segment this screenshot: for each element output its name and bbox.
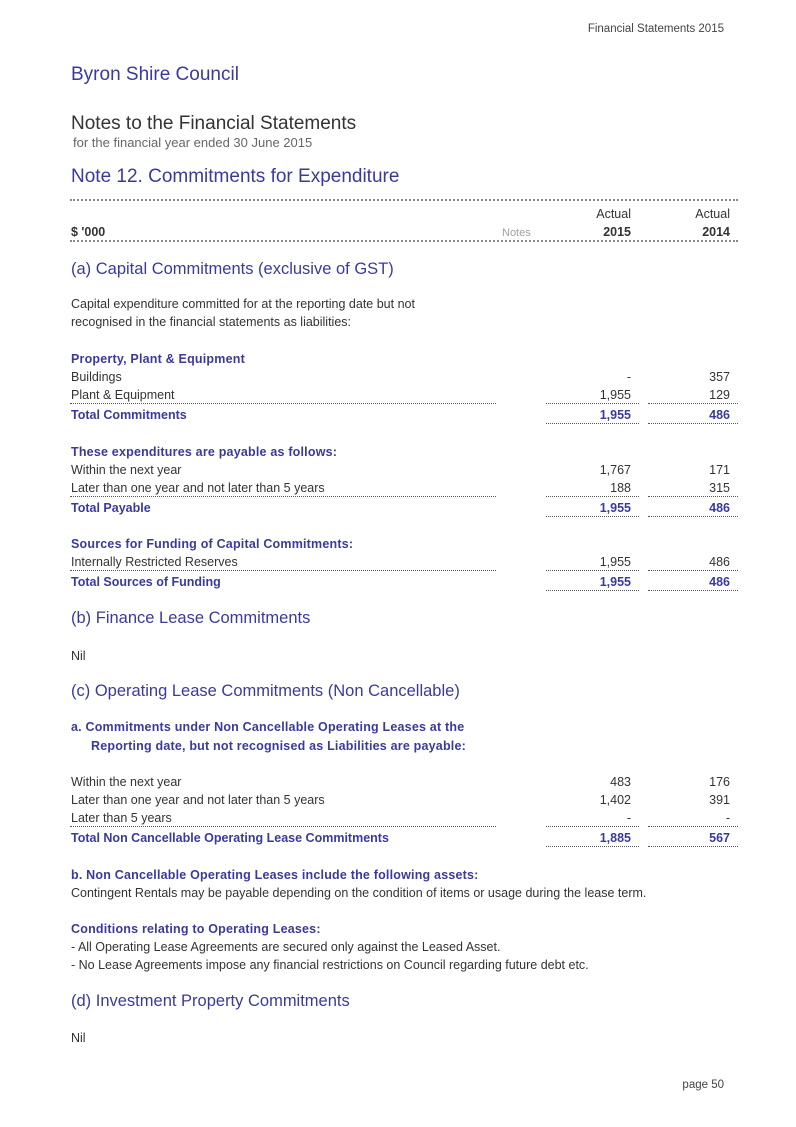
- header-rule-top: [70, 199, 738, 201]
- row-label: Later than one year and not later than 5 years: [71, 793, 325, 807]
- section-a-intro-1: Capital expenditure committed for at the reporting date but not: [71, 297, 415, 311]
- row-value-2014: 176: [709, 775, 730, 789]
- row-label: Internally Restricted Reserves: [71, 555, 238, 569]
- total-value-2015: 1,885: [599, 831, 631, 845]
- total-underline: [546, 423, 639, 424]
- payable-heading: These expenditures are payable as follows:: [71, 445, 338, 459]
- row-value-2015: 1,767: [599, 463, 631, 477]
- col-b-year: 2014: [702, 225, 730, 239]
- section-b-title: (b) Finance Lease Commitments: [71, 609, 311, 627]
- col-a-top: Actual: [596, 207, 631, 221]
- row-underline: [648, 826, 738, 827]
- row-underline: [546, 570, 639, 571]
- row-value-2014: 315: [709, 481, 730, 495]
- total-underline: [648, 590, 738, 591]
- condition-item: - No Lease Agreements impose any financial restrictions on Council regarding future debt etc.: [71, 958, 589, 972]
- row-label: Within the next year: [71, 463, 182, 477]
- row-value-2014: 391: [709, 793, 730, 807]
- row-underline: [546, 496, 639, 497]
- row-underline: [648, 570, 738, 571]
- total-underline: [648, 516, 738, 517]
- row-value-2015: 483: [610, 775, 631, 789]
- row-underline: [648, 496, 738, 497]
- row-value-2015: -: [626, 370, 631, 384]
- row-underline: [70, 496, 496, 497]
- total-label: Total Payable: [71, 501, 151, 515]
- section-c-a-heading-2: Reporting date, but not recognised as Liabilities are payable:: [91, 739, 466, 753]
- note-title: Note 12. Commitments for Expenditure: [71, 166, 400, 187]
- currency-label: $ '000: [71, 225, 106, 239]
- total-underline: [648, 846, 738, 847]
- total-value-2014: 567: [709, 831, 730, 845]
- row-underline: [70, 826, 496, 827]
- section-c-b-heading: b. Non Cancellable Operating Leases include the following assets:: [71, 868, 479, 882]
- conditions-heading: Conditions relating to Operating Leases:: [71, 922, 321, 936]
- row-value-2014: 486: [709, 555, 730, 569]
- total-underline: [546, 516, 639, 517]
- total-value-2014: 486: [709, 408, 730, 422]
- funding-heading: Sources for Funding of Capital Commitments:: [71, 537, 354, 551]
- section-d-text: Nil: [71, 1031, 86, 1045]
- section-c-title: (c) Operating Lease Commitments (Non Cancellable): [71, 682, 460, 700]
- section-c-b-text: Contingent Rentals may be payable depending on the condition of items or usage during the lease term.: [71, 886, 647, 900]
- row-value-2015: 1,955: [599, 555, 631, 569]
- row-underline: [546, 403, 639, 404]
- row-value-2014: 129: [709, 388, 730, 402]
- council-name: Byron Shire Council: [71, 64, 239, 85]
- total-label: Total Non Cancellable Operating Lease Commitments: [71, 831, 389, 845]
- col-b-top: Actual: [695, 207, 730, 221]
- total-value-2015: 1,955: [599, 575, 631, 589]
- section-a-title: (a) Capital Commitments (exclusive of GST): [71, 260, 394, 278]
- total-underline: [648, 423, 738, 424]
- total-value-2014: 486: [709, 501, 730, 515]
- row-value-2015: -: [626, 811, 631, 825]
- row-value-2014: -: [725, 811, 730, 825]
- total-value-2015: 1,955: [599, 408, 631, 422]
- row-label: Plant & Equipment: [71, 388, 175, 402]
- total-value-2015: 1,955: [599, 501, 631, 515]
- condition-item: - All Operating Lease Agreements are secured only against the Leased Asset.: [71, 940, 501, 954]
- ppe-heading: Property, Plant & Equipment: [71, 352, 245, 366]
- row-value-2014: 357: [709, 370, 730, 384]
- row-value-2014: 171: [709, 463, 730, 477]
- total-label: Total Sources of Funding: [71, 575, 221, 589]
- section-a-intro-2: recognised in the financial statements as liabilities:: [71, 315, 352, 329]
- page-number: page 50: [682, 1079, 724, 1091]
- col-a-year: 2015: [603, 225, 631, 239]
- notes-column-label: Notes: [502, 227, 531, 239]
- total-underline: [546, 590, 639, 591]
- section-d-title: (d) Investment Property Commitments: [71, 992, 350, 1010]
- row-label: Within the next year: [71, 775, 182, 789]
- row-label: Later than 5 years: [71, 811, 172, 825]
- row-value-2015: 1,402: [599, 793, 631, 807]
- row-underline: [70, 570, 496, 571]
- row-value-2015: 1,955: [599, 388, 631, 402]
- row-label: Later than one year and not later than 5 years: [71, 481, 325, 495]
- header-rule-bottom: [70, 240, 738, 242]
- section-b-text: Nil: [71, 649, 86, 663]
- row-underline: [648, 403, 738, 404]
- total-label: Total Commitments: [71, 408, 187, 422]
- total-underline: [546, 846, 639, 847]
- notes-title: Notes to the Financial Statements: [71, 113, 357, 134]
- doc-label: Financial Statements 2015: [587, 23, 724, 35]
- row-value-2015: 188: [610, 481, 631, 495]
- row-underline: [70, 403, 496, 404]
- total-value-2014: 486: [709, 575, 730, 589]
- row-underline: [546, 826, 639, 827]
- row-label: Buildings: [71, 370, 122, 384]
- subtitle: for the financial year ended 30 June 2015: [73, 135, 313, 150]
- section-c-a-heading-1: a. Commitments under Non Cancellable Operating Leases at the: [71, 720, 465, 734]
